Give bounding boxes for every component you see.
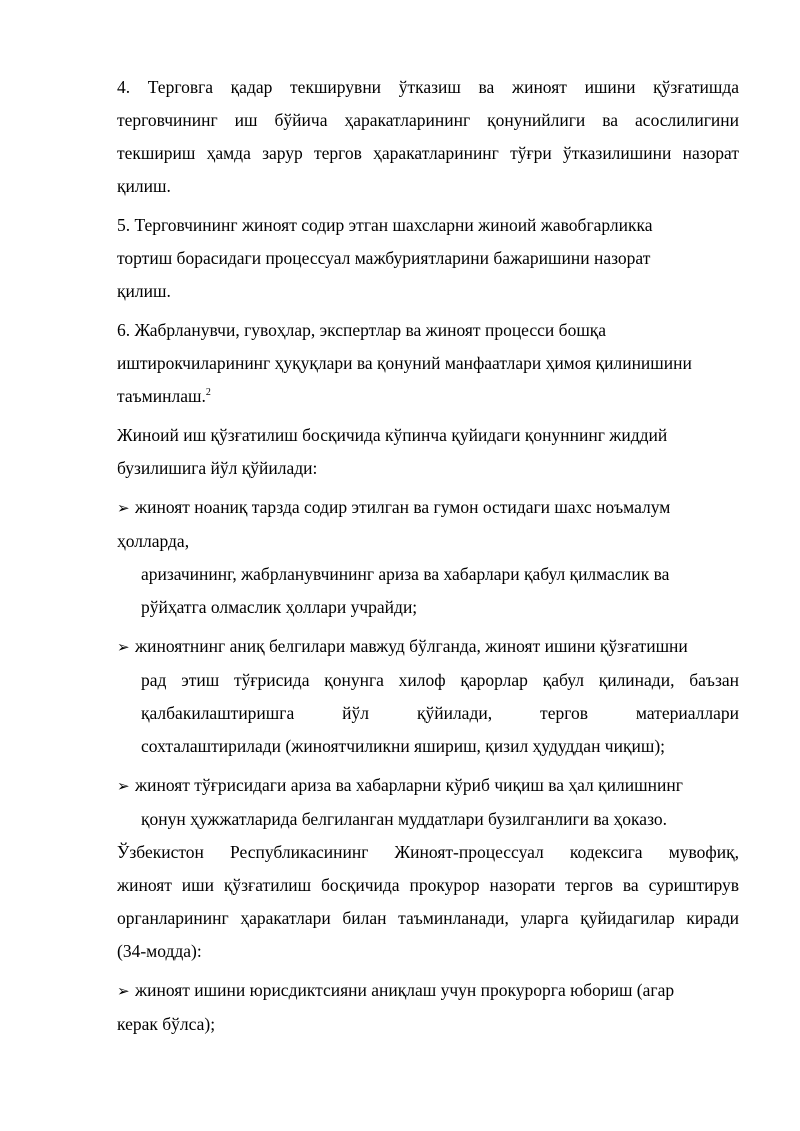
text-line: қилиш.: [117, 281, 171, 301]
arrow-bullet-icon: ➢: [117, 982, 130, 1000]
text-line: рад этиш тўғрисида қонунга хилоф қарорлар қабул қилинади, баъзан: [141, 670, 739, 690]
text-line: қилиш.: [117, 176, 171, 196]
word: тергов: [540, 703, 588, 723]
text-line: (34-модда):: [117, 941, 202, 961]
paragraph-item-6: [117, 314, 739, 413]
text-line: жиноят иши қўзғатилиш босқичида прокурор назорати тергов ва суриштирув: [117, 875, 739, 895]
text-line: [117, 769, 739, 803]
text-line: сохталаштирилади (жиноятчиликни яшириш, қизил ҳудуддан чиқиш);: [141, 736, 666, 756]
text-line: аризачининг, жабрланувчининг ариза ва хабарлари қабул қилмаслик ва: [141, 564, 670, 584]
paragraph-intro: [117, 419, 739, 485]
paragraph-code: [117, 836, 739, 968]
bullet-item-4: [117, 974, 739, 1041]
arrow-bullet-icon: ➢: [117, 638, 130, 656]
text-fragment: таъминлаш.: [117, 386, 206, 406]
text-line: 4. Терговга қадар текширувни ўтказиш ва жиноят ишини қўзғатишда: [117, 77, 739, 97]
text-line: [117, 491, 739, 525]
text-line: Жиноий иш қўзғатилиш босқичида кўпинча қуйидаги қонуннинг жиддий: [117, 425, 668, 445]
paragraph-item-4: [117, 71, 739, 203]
arrow-bullet-icon: ➢: [117, 777, 130, 795]
text-line: [117, 974, 739, 1008]
word: йўл: [342, 703, 370, 723]
text-line: тортиш борасидаги процессуал мажбуриятларини бажаришини назорат: [117, 248, 651, 268]
text-line: 5. Терговчининг жиноят содир этган шахсларни жиноий жавобгарликка: [117, 215, 653, 235]
paragraph-item-5: [117, 209, 739, 308]
text-fragment: жиноят тўғрисидаги ариза ва хабарларни кўриб чиқиш ва ҳал қилишнинг: [135, 775, 683, 795]
text-line: текшириш ҳамда зарур тергов ҳаракатларининг тўғри ўтказилишини назорат: [117, 143, 739, 163]
text-fragment: жиноятнинг аниқ белгилари мавжуд бўлганда, жиноят ишини қўзғатишни: [135, 636, 688, 656]
word: қалбакилаштиришга: [141, 703, 295, 723]
word: материаллари: [635, 703, 739, 723]
footnote-reference[interactable]: 2: [205, 387, 211, 399]
text-line: Ўзбекистон Республикасининг Жиноят-процессуал кодексига мувофиқ,: [117, 842, 739, 862]
text-line: керак бўлса);: [117, 1014, 216, 1034]
text-line: ҳолларда,: [117, 531, 190, 551]
bullet-item-2: [117, 630, 739, 763]
text-line: бузилишига йўл қўйилади:: [117, 458, 318, 478]
text-fragment: жиноят ноаниқ тарзда содир этилган ва гумон остидаги шахс ноъмалум: [135, 497, 671, 517]
text-line: қонун ҳужжатларида белгиланган муддатлари бузилганлиги ва ҳоказо.: [141, 809, 667, 829]
document-page: [117, 71, 739, 1041]
text-line: органларининг ҳаракатлари билан таъминланади, уларга қуйидагилар киради: [117, 908, 739, 928]
text-line: [117, 630, 739, 664]
text-fragment: жиноят ишини юрисдиктсияни аниқлаш учун прокурорга юбориш (агар: [135, 980, 675, 1000]
text-line: 6. Жабрланувчи, гувоҳлар, экспертлар ва жиноят процесси бошқа: [117, 320, 607, 340]
word: қўйилади,: [416, 703, 493, 723]
bullet-item-3: [117, 769, 739, 836]
arrow-bullet-icon: ➢: [117, 499, 130, 517]
text-line: терговчининг иш бўйича ҳаракатларининг қонунийлиги ва асослилигини: [117, 110, 739, 130]
text-line: иштирокчиларининг ҳуқуқлари ва қонуний манфаатлари ҳимоя қилинишини: [117, 353, 692, 373]
bullet-item-1: [117, 491, 739, 624]
text-line: рўйҳатга олмаслик ҳоллари учрайди;: [141, 597, 418, 617]
justified-line: [117, 697, 739, 730]
text-line: [117, 380, 739, 413]
